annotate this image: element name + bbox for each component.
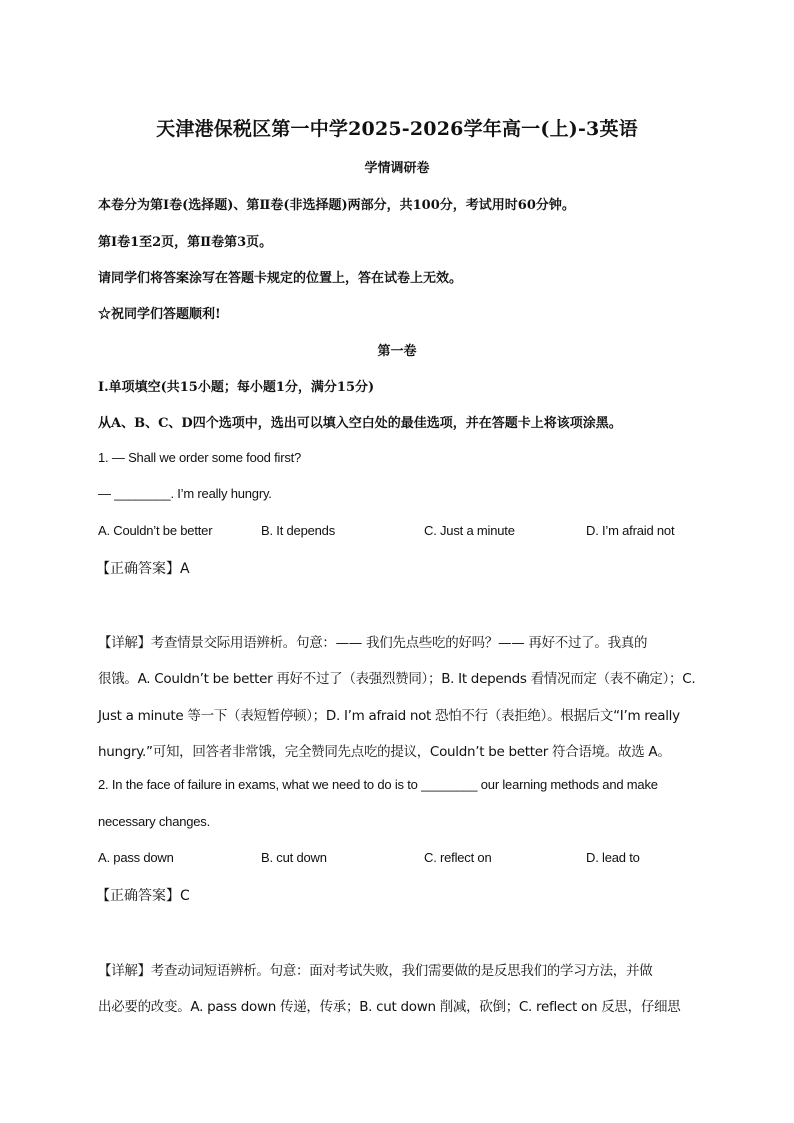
page-title: 天津港保税区第一中学2025-2026学年高一(上)-3英语 [156, 118, 638, 140]
question-2-option-b: B. cut down [261, 850, 327, 865]
question-1-reply: — ________. I’m really hungry. [98, 486, 272, 501]
page-subtitle: 学情调研卷 [364, 161, 430, 176]
instruction-line: 本卷分为第Ⅰ卷(选择题)、第Ⅱ卷(非选择题)两部分，共100分，考试用时60分钟。 [98, 198, 575, 213]
instruction-line: 请同学们将答案涂写在答题卡规定的位置上，答在试卷上无效。 [98, 271, 463, 286]
question-1-option-c: C. Just a minute [424, 523, 515, 538]
question-1-option-b: B. It depends [261, 523, 336, 538]
volume-heading: 第一卷 [377, 344, 417, 359]
question-1-detail-line: 【详解】考查情景交际用语辨析。句意：—— 我们先点些吃的好吗？—— 再好不过了。我真的 [98, 635, 648, 651]
question-1-detail-line: hungry.”可知，回答者非常饿，完全赞同先点吃的提议，Couldn’t be better 符合语境。故选 A。 [98, 744, 671, 760]
question-2-detail-line: 【详解】考查动词短语辨析。句意：面对考试失败，我们需要做的是反思我们的学习方法，并做 [98, 963, 653, 979]
instruction-line: ☆祝同学们答题顺利! [98, 307, 221, 322]
question-2-answer: 【正确答案】C [96, 888, 190, 904]
question-1-answer: 【正确答案】A [96, 561, 190, 577]
part-instruction: 从A、B、C、D四个选项中，选出可以填入空白处的最佳选项，并在答题卡上将该项涂黑。 [98, 416, 622, 431]
question-2-detail-line: 出必要的改变。A. pass down 传递，传承；B. cut down 削减，砍倒；C. reflect on 反思，仔细思 [98, 999, 681, 1015]
question-2-stem: 2. In the face of failure in exams, what we need to do is to ________ our learning methods and make [98, 777, 658, 792]
question-2-stem-continued: necessary changes. [98, 814, 211, 829]
question-2-option-d: D. lead to [586, 850, 640, 865]
question-1-option-a: A. Couldn’t be better [98, 523, 213, 538]
question-1-stem: 1. — Shall we order some food first? [98, 450, 302, 465]
question-1-detail-line: Just a minute 等一下（表短暂停顿）；D. I’m afraid not 恐怕不行（表拒绝）。根据后文“I’m really [98, 708, 680, 724]
part-title: I.单项填空(共15小题；每小题1分，满分15分) [98, 380, 375, 395]
question-1-detail-line: 很饿。A. Couldn’t be better 再好不过了（表强烈赞同）；B. It depends 看情况而定（表不确定）；C. [98, 671, 696, 687]
question-2-option-a: A. pass down [98, 850, 174, 865]
instruction-line: 第Ⅰ卷1至2页，第Ⅱ卷第3页。 [98, 235, 273, 250]
question-1-option-d: D. I’m afraid not [586, 523, 675, 538]
question-2-option-c: C. reflect on [424, 850, 492, 865]
